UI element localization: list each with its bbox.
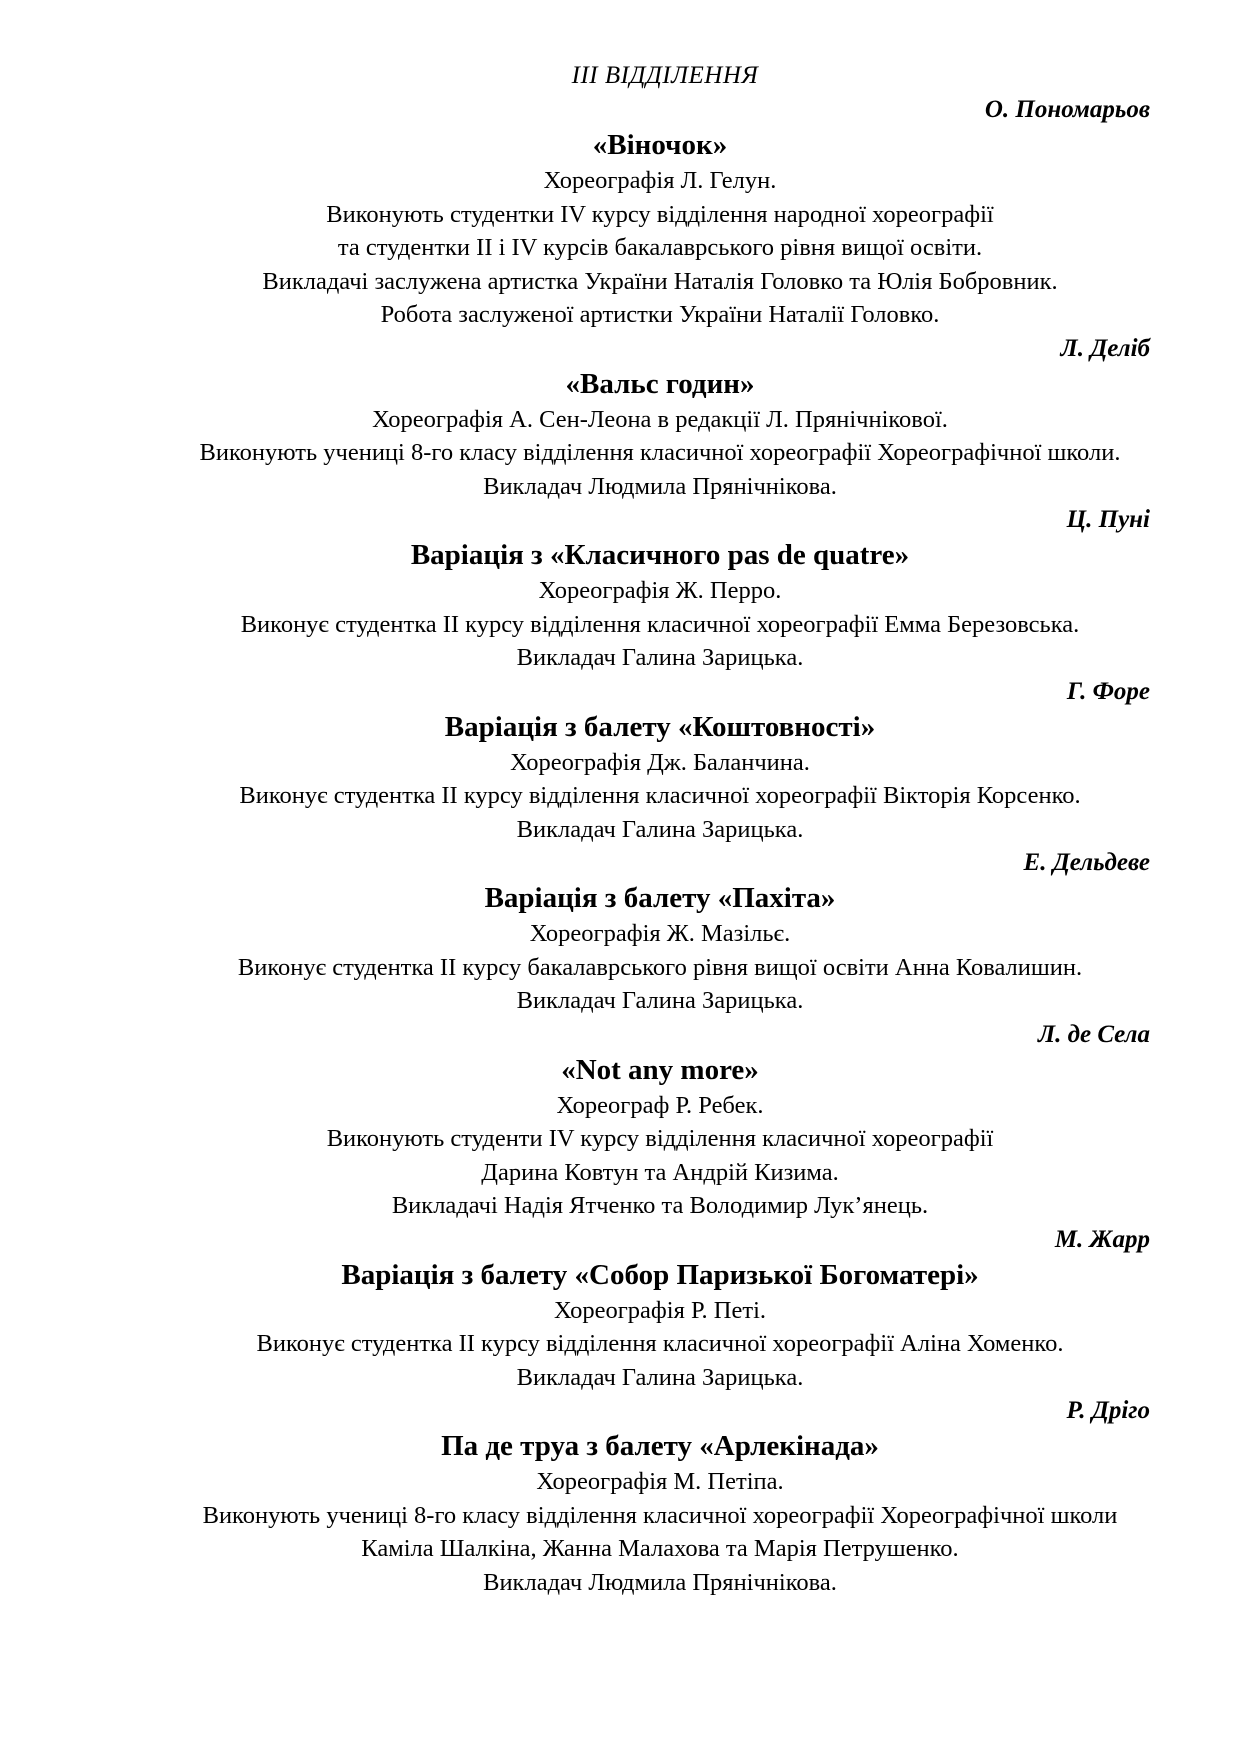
credit-line: Викладачі Надія Ятченко та Володимир Лук’янець. bbox=[391, 1192, 929, 1219]
credit-line: Дарина Ковтун та Андрій Кизима. bbox=[481, 1158, 839, 1186]
credit-line: Виконує студентка ІІ курсу бакалаврського рівня вищої освіти Анна Ковалишин. bbox=[237, 953, 1083, 981]
piece-title: Па де труа з балету «Арлекінада» bbox=[441, 1430, 879, 1462]
credit-line: Хореографія А. Сен-Леона в редакції Л. Прянічнікової. bbox=[372, 405, 948, 433]
credit-line: Виконує студентка ІІ курсу відділення класичної хореографії Вікторія Корсенко. bbox=[239, 782, 1081, 809]
program-entry bbox=[0, 332, 1240, 504]
piece-title: Варіація з «Класичного pas de quatre» bbox=[410, 539, 910, 571]
piece-title: Варіація з балету «Пахіта» bbox=[484, 882, 836, 914]
program-entry bbox=[0, 503, 1240, 675]
credit-line: Хореографія Л. Гелун. bbox=[543, 167, 777, 194]
piece-title: «Not any more» bbox=[561, 1053, 759, 1086]
composer-name: Г. Форе bbox=[1066, 677, 1150, 705]
credit-line: Виконують студенти IV курсу відділення класичної хореографії bbox=[326, 1125, 994, 1152]
credit-line: Хореографія М. Петіпа. bbox=[536, 1468, 784, 1495]
credit-line: Викладач Людмила Прянічнікова. bbox=[483, 472, 837, 500]
composer-name: Е. Дельдеве bbox=[1023, 849, 1150, 876]
composer-name: Р. Дріго bbox=[1066, 1397, 1150, 1424]
program-entry bbox=[0, 1394, 1240, 1599]
credit-line: Викладач Галина Зарицька. bbox=[516, 815, 804, 843]
program-entries bbox=[0, 93, 1240, 1599]
credit-line: Робота заслуженої артистки України Наталії Головко. bbox=[380, 301, 940, 328]
piece-title: «Віночок» bbox=[592, 129, 728, 161]
program-entry bbox=[0, 1018, 1240, 1223]
piece-title: «Вальс годин» bbox=[565, 367, 755, 400]
credit-line: Виконують учениці 8-го класу відділення класичної хореографії Хореографічної школи bbox=[202, 1501, 1118, 1529]
composer-name: О. Пономарьов bbox=[984, 96, 1150, 123]
credit-line: Виконує студентка ІІ курсу відділення класичної хореографії Аліна Хоменко. bbox=[256, 1330, 1064, 1357]
piece-title: Варіація з балету «Коштовності» bbox=[444, 710, 876, 743]
credit-line: Виконують студентки IV курсу відділення народної хореографії bbox=[326, 200, 994, 228]
credit-line: Каміла Шалкіна, Жанна Малахова та Марія Петрушенко. bbox=[361, 1535, 959, 1562]
program-entry bbox=[0, 1223, 1240, 1395]
credit-line: Викладачі заслужена артистка України Наталія Головко та Юлія Бобровник. bbox=[262, 267, 1058, 295]
credit-line: Викладач Галина Зарицька. bbox=[516, 644, 804, 671]
credit-line: Хореографія Дж. Баланчина. bbox=[510, 748, 810, 776]
composer-name: Л. де Села bbox=[1037, 1020, 1150, 1048]
credit-line: Хореографія Ж. Перро. bbox=[538, 577, 782, 604]
credit-line: Викладач Людмила Прянічнікова. bbox=[483, 1568, 837, 1596]
credit-line: Виконують учениці 8-го класу відділення класичної хореографії Хореографічної школи. bbox=[199, 439, 1121, 466]
program-entry bbox=[0, 675, 1240, 847]
credit-line: Хореографія Р. Петі. bbox=[553, 1296, 767, 1324]
credit-line: Хореограф Р. Ребек. bbox=[556, 1091, 764, 1119]
composer-name: Ц. Пуні bbox=[1066, 506, 1150, 533]
program-entry bbox=[0, 93, 1240, 332]
credit-line: Викладач Галина Зарицька. bbox=[516, 1363, 804, 1391]
credit-line: Викладач Галина Зарицька. bbox=[516, 987, 804, 1014]
piece-title: Варіація з балету «Собор Паризької Богоматері» bbox=[341, 1258, 979, 1291]
credit-line: Виконує студентка ІІ курсу відділення класичної хореографії Емма Березовська. bbox=[240, 610, 1080, 638]
section-heading: ІІІ ВІДДІЛЕННЯ bbox=[571, 62, 759, 89]
program-entry bbox=[0, 846, 1240, 1018]
credit-line: Хореографія Ж. Мазільє. bbox=[529, 920, 791, 947]
composer-name: Л. Деліб bbox=[1060, 334, 1150, 362]
composer-name: М. Жарр bbox=[1054, 1225, 1150, 1253]
credit-line: та студентки ІІ і IV курсів бакалаврського рівня вищої освіти. bbox=[337, 234, 983, 261]
